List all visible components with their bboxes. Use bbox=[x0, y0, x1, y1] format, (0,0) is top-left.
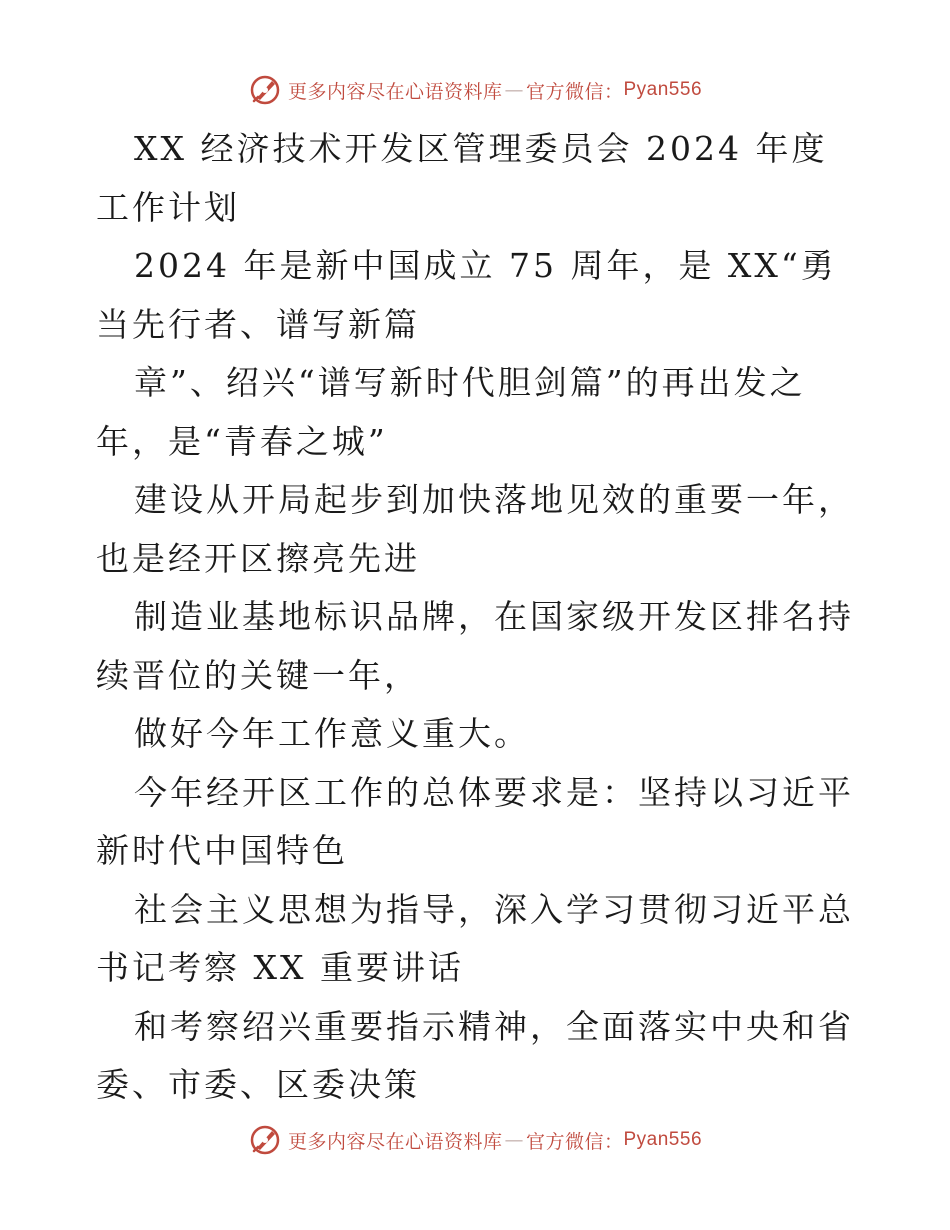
paragraph-line: 制造业基地标识品牌，在国家级开发区排名持续晋位的关键一年， bbox=[96, 597, 854, 695]
header-banner-text: 更多内容尽在心语资料库 bbox=[287, 80, 503, 103]
document-body bbox=[96, 120, 856, 1115]
quill-pen-logo-icon bbox=[248, 73, 282, 107]
paragraph-line: 社会主义思想为指导，深入学习贯彻习近平总书记考察 XX 重要讲话 bbox=[96, 889, 854, 987]
footer-wechat-label: 官方微信： bbox=[525, 1130, 624, 1153]
quill-pen-logo-icon bbox=[248, 1123, 282, 1157]
paragraph-line: 和考察绍兴重要指示精神，全面落实中央和省委、市委、区委决策 bbox=[96, 1006, 854, 1104]
header-banner bbox=[0, 70, 950, 110]
footer-wechat-id: Pyan556 bbox=[623, 1129, 703, 1150]
footer-separator: — bbox=[504, 1129, 524, 1151]
paragraph-line: 章”、绍兴“谱写新时代胆剑篇”的再出发之年，是“青春之城” bbox=[96, 363, 806, 461]
paragraph-line: 建设从开局起步到加快落地见效的重要一年，也是经开区擦亮先进 bbox=[96, 480, 854, 578]
paragraph-line: 做好今年工作意义重大。 bbox=[134, 714, 530, 753]
document-title: XX 经济技术开发区管理委员会 2024 年度工作计划 bbox=[96, 129, 828, 227]
footer-banner-text: 更多内容尽在心语资料库 bbox=[287, 1130, 503, 1153]
footer-banner bbox=[0, 1120, 950, 1160]
header-wechat-label: 官方微信： bbox=[525, 80, 624, 103]
paragraph-line: 2024 年是新中国成立 75 周年，是 XX“勇当先行者、谱写新篇 bbox=[96, 246, 837, 344]
header-wechat-id: Pyan556 bbox=[623, 79, 703, 100]
header-separator: — bbox=[504, 79, 524, 101]
paragraph-line: 今年经开区工作的总体要求是：坚持以习近平新时代中国特色 bbox=[96, 772, 854, 870]
